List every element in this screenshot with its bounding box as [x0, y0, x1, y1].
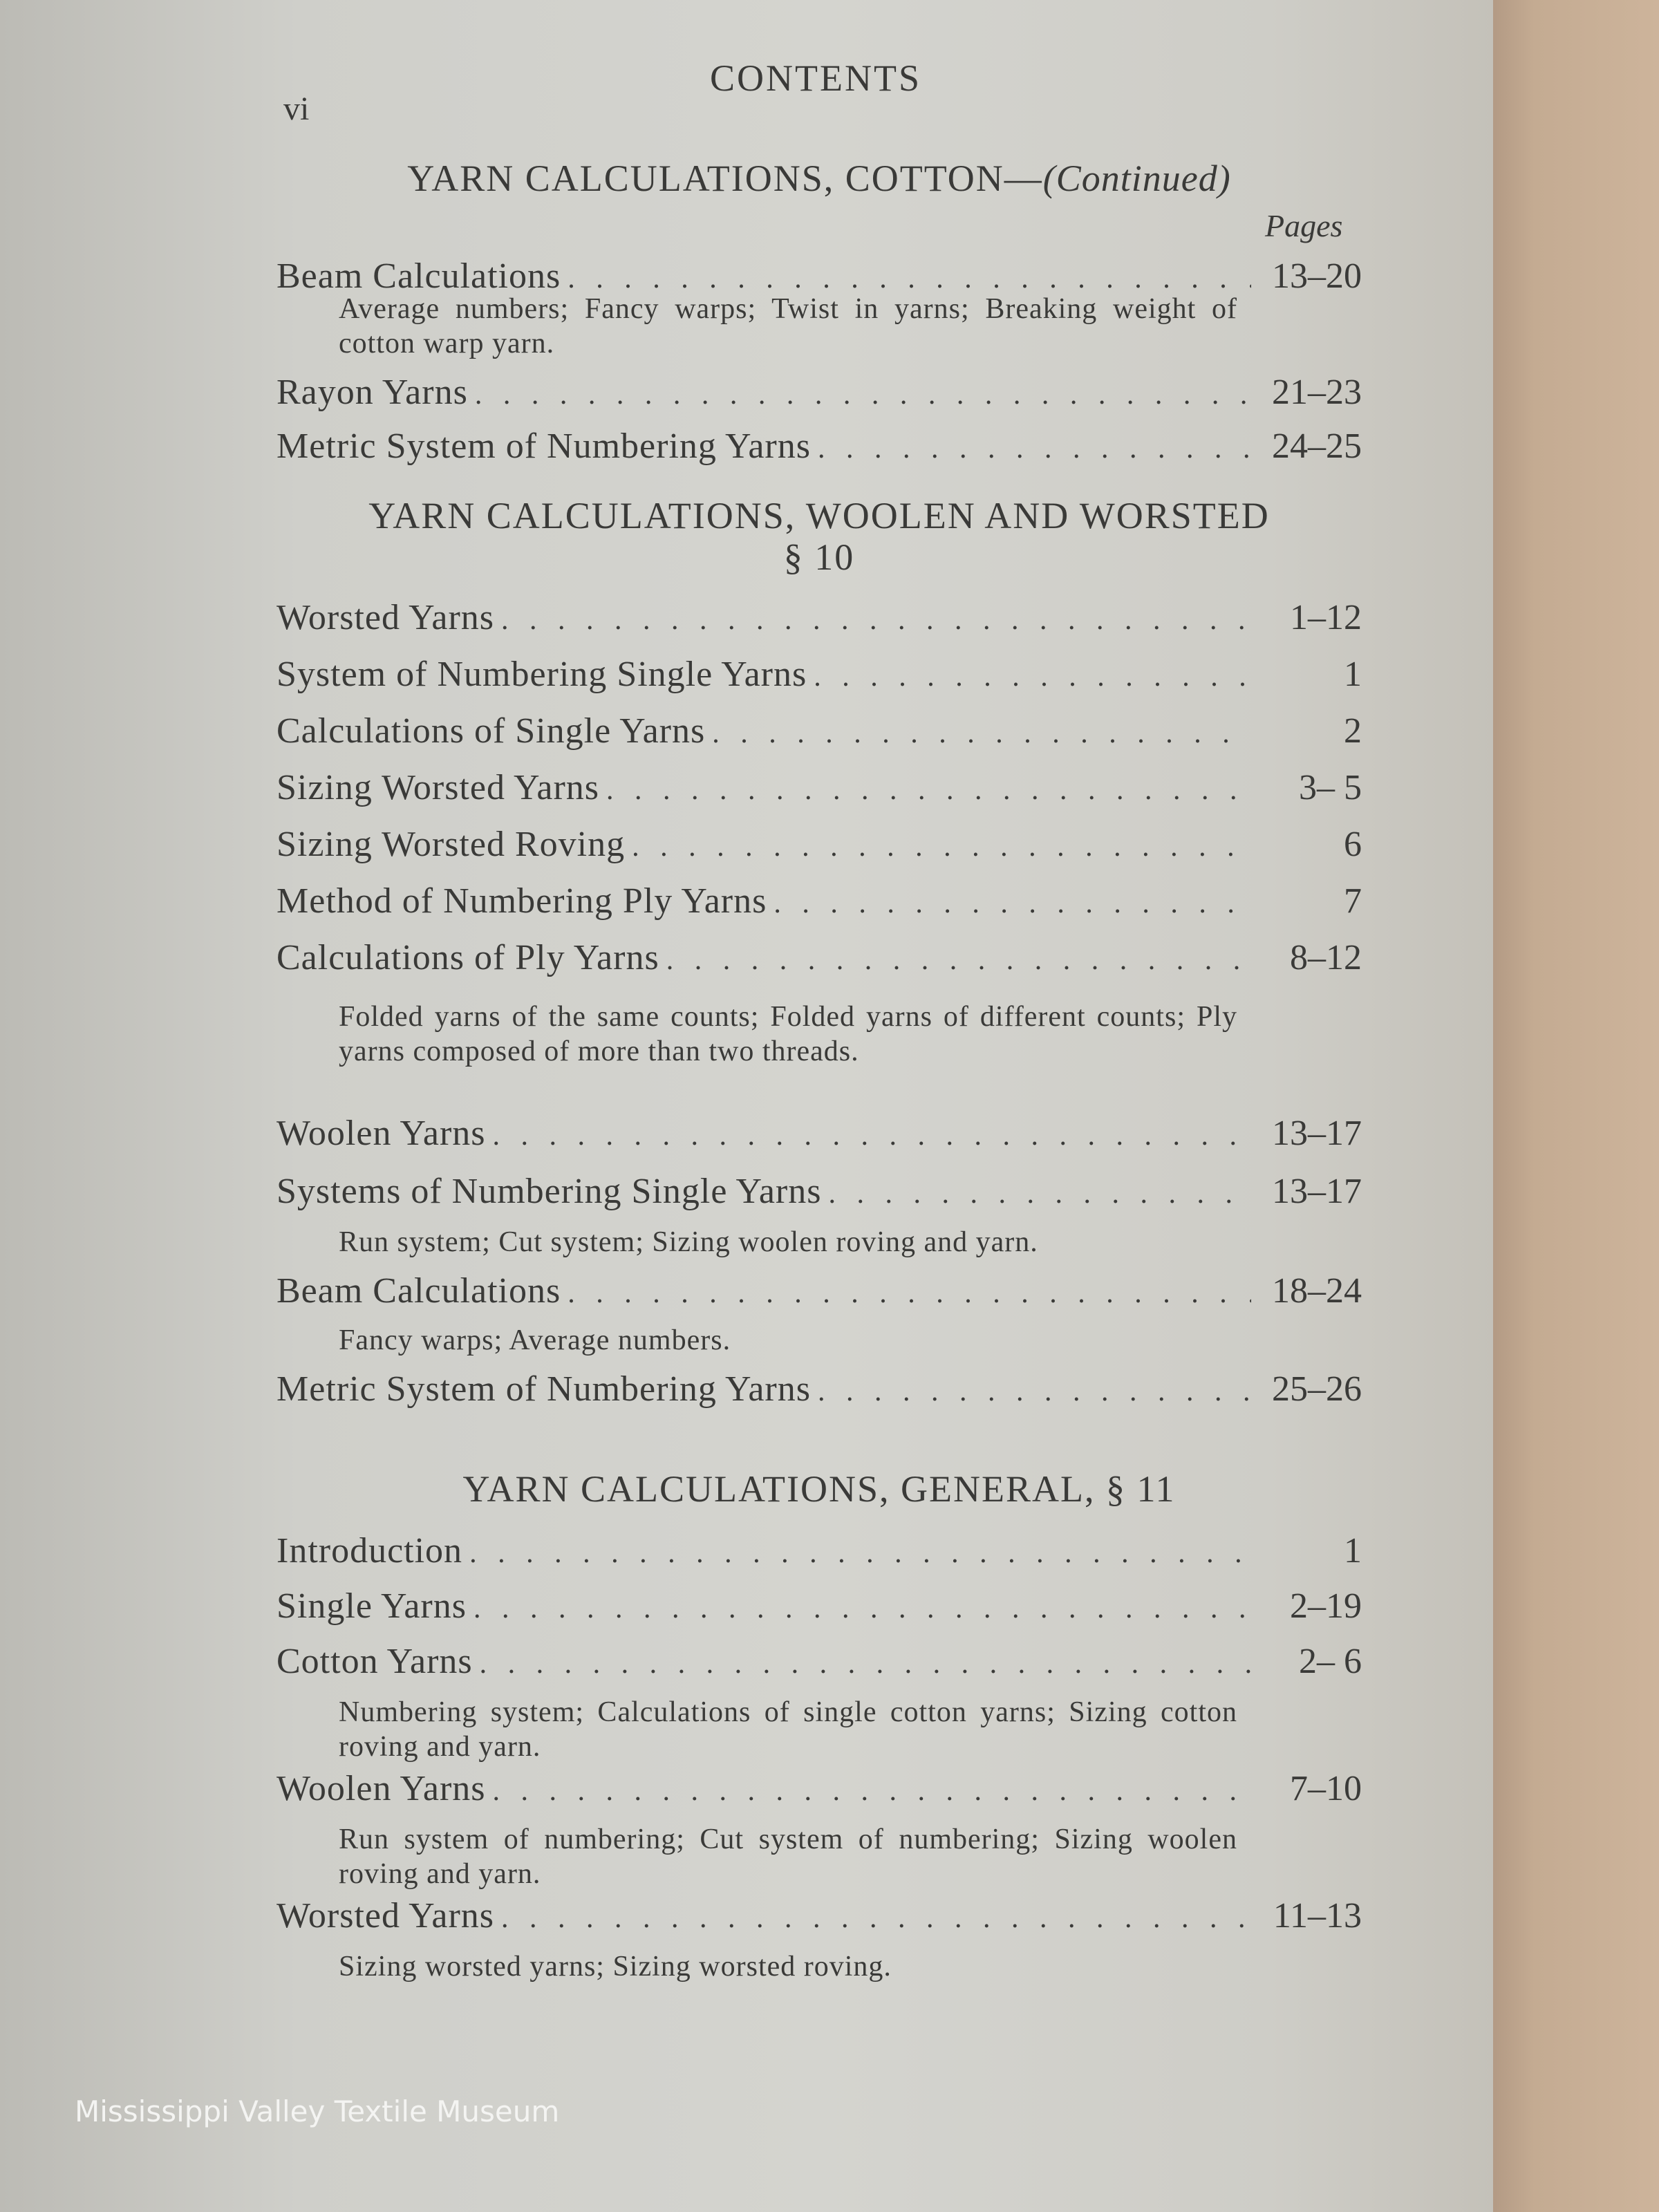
page-number: vi: [283, 91, 310, 127]
section-number: § 10: [783, 536, 855, 578]
entry-pages: 21–23: [1272, 373, 1362, 412]
entry-description: Run system; Cut system; Sizing woolen roving and yarn.: [339, 1226, 1038, 1258]
toc-entry: [276, 824, 1362, 867]
entry-pages: 1: [1344, 1531, 1362, 1571]
entry-pages: 13–20: [1272, 256, 1362, 296]
toc-entry: [276, 1641, 1362, 1684]
dot-leader: [632, 830, 1251, 863]
entry-description: Folded yarns of the same counts; Folded yarns of different counts; Ply yarns composed of more than two threads.: [339, 1001, 1237, 1067]
dot-leader: [774, 887, 1251, 920]
entry-title: Introduction: [276, 1531, 463, 1571]
entry-title: Metric System of Numbering Yarns: [276, 427, 811, 466]
dot-leader: [493, 1119, 1252, 1152]
dot-leader: [475, 378, 1251, 411]
entry-pages: 6: [1344, 825, 1362, 864]
toc-entry: [276, 1369, 1362, 1412]
toc-entry: [276, 1768, 1362, 1811]
entry-title: Metric System of Numbering Yarns: [276, 1369, 811, 1409]
toc-entry: [276, 881, 1362, 924]
section-heading-cotton: YARN CALCULATIONS, COTTON—(Continued): [407, 158, 1231, 199]
dot-leader: [469, 1537, 1251, 1570]
entry-title: Woolen Yarns: [276, 1114, 486, 1153]
dot-leader: [501, 1902, 1251, 1935]
toc-entry: [276, 597, 1362, 640]
entry-pages: 2–19: [1290, 1586, 1362, 1626]
toc-entry: [276, 1271, 1362, 1313]
entry-pages: 25–26: [1272, 1369, 1362, 1409]
entry-pages: 24–25: [1272, 427, 1362, 466]
entry-title: Rayon Yarns: [276, 373, 468, 412]
dot-leader: [818, 1375, 1251, 1408]
entry-pages: 11–13: [1273, 1896, 1362, 1936]
book-page-edge: [1493, 0, 1659, 2212]
dot-leader: [814, 660, 1251, 693]
toc-entry: [276, 1113, 1362, 1156]
toc-entry: [276, 1171, 1362, 1214]
entry-pages: 2: [1344, 711, 1362, 751]
entry-pages: 7: [1344, 881, 1362, 921]
dot-leader: [666, 944, 1251, 977]
toc-entry: [276, 767, 1362, 810]
toc-entry: [276, 937, 1362, 980]
running-head: CONTENTS: [710, 57, 921, 99]
toc-entry: [276, 1895, 1362, 1938]
museum-watermark: Mississippi Valley Textile Museum: [75, 2094, 560, 2128]
entry-description: Fancy warps; Average numbers.: [339, 1324, 731, 1356]
entry-title: Cotton Yarns: [276, 1642, 473, 1681]
dot-leader: [493, 1774, 1252, 1808]
toc-entry: [276, 654, 1362, 697]
entry-pages: 1–12: [1290, 598, 1362, 637]
entry-title: Sizing Worsted Yarns: [276, 768, 600, 807]
entry-title: Single Yarns: [276, 1586, 467, 1626]
dot-leader: [568, 1277, 1251, 1310]
dot-leader: [568, 262, 1251, 295]
entry-pages: 1: [1344, 655, 1362, 694]
section-heading-woolen-worsted: YARN CALCULATIONS, WOOLEN AND WORSTED § 10: [276, 495, 1362, 578]
entry-title: Worsted Yarns: [276, 598, 495, 637]
entry-description: Sizing worsted yarns; Sizing worsted roving.: [339, 1951, 892, 1983]
entry-pages: 2– 6: [1299, 1642, 1362, 1681]
entry-description: Run system of numbering; Cut system of numbering; Sizing woolen roving and yarn.: [339, 1824, 1237, 1890]
dot-leader: [828, 1177, 1251, 1210]
dot-leader: [606, 774, 1251, 807]
entry-pages: 7–10: [1290, 1769, 1362, 1808]
dot-leader: [712, 717, 1251, 750]
entry-title: System of Numbering Single Yarns: [276, 655, 807, 694]
entry-title: Calculations of Single Yarns: [276, 711, 706, 751]
entry-title: Calculations of Ply Yarns: [276, 938, 659, 977]
dot-leader: [818, 432, 1251, 465]
entry-pages: 13–17: [1272, 1114, 1362, 1153]
entry-title: Sizing Worsted Roving: [276, 825, 626, 864]
entry-pages: 8–12: [1290, 938, 1362, 977]
entry-pages: 18–24: [1272, 1271, 1362, 1311]
entry-title: Systems of Numbering Single Yarns: [276, 1172, 822, 1211]
entry-title: Method of Numbering Ply Yarns: [276, 881, 767, 921]
continued-label: (Continued): [1042, 158, 1231, 199]
entry-title: Worsted Yarns: [276, 1896, 495, 1936]
entry-title: Beam Calculations: [276, 1271, 561, 1311]
section-heading-general: YARN CALCULATIONS, GENERAL, § 11: [462, 1468, 1176, 1510]
toc-entry: [276, 372, 1362, 415]
entry-title: Beam Calculations: [276, 256, 561, 296]
entry-description: Average numbers; Fancy warps; Twist in yarns; Breaking weight of cotton warp yarn.: [339, 293, 1237, 359]
entry-pages: 13–17: [1272, 1172, 1362, 1211]
pages-column-label: Pages: [1265, 208, 1343, 243]
toc-entry: [276, 711, 1362, 753]
entry-description: Numbering system; Calculations of single cotton yarns; Sizing cotton roving and yarn.: [339, 1696, 1237, 1763]
entry-pages: 3– 5: [1299, 768, 1362, 807]
dot-leader: [480, 1647, 1251, 1680]
dot-leader: [474, 1592, 1251, 1625]
entry-title: Woolen Yarns: [276, 1769, 486, 1808]
dot-leader: [501, 603, 1251, 637]
toc-entry: [276, 426, 1362, 469]
toc-entry: [276, 1530, 1362, 1573]
toc-entry: [276, 1586, 1362, 1629]
